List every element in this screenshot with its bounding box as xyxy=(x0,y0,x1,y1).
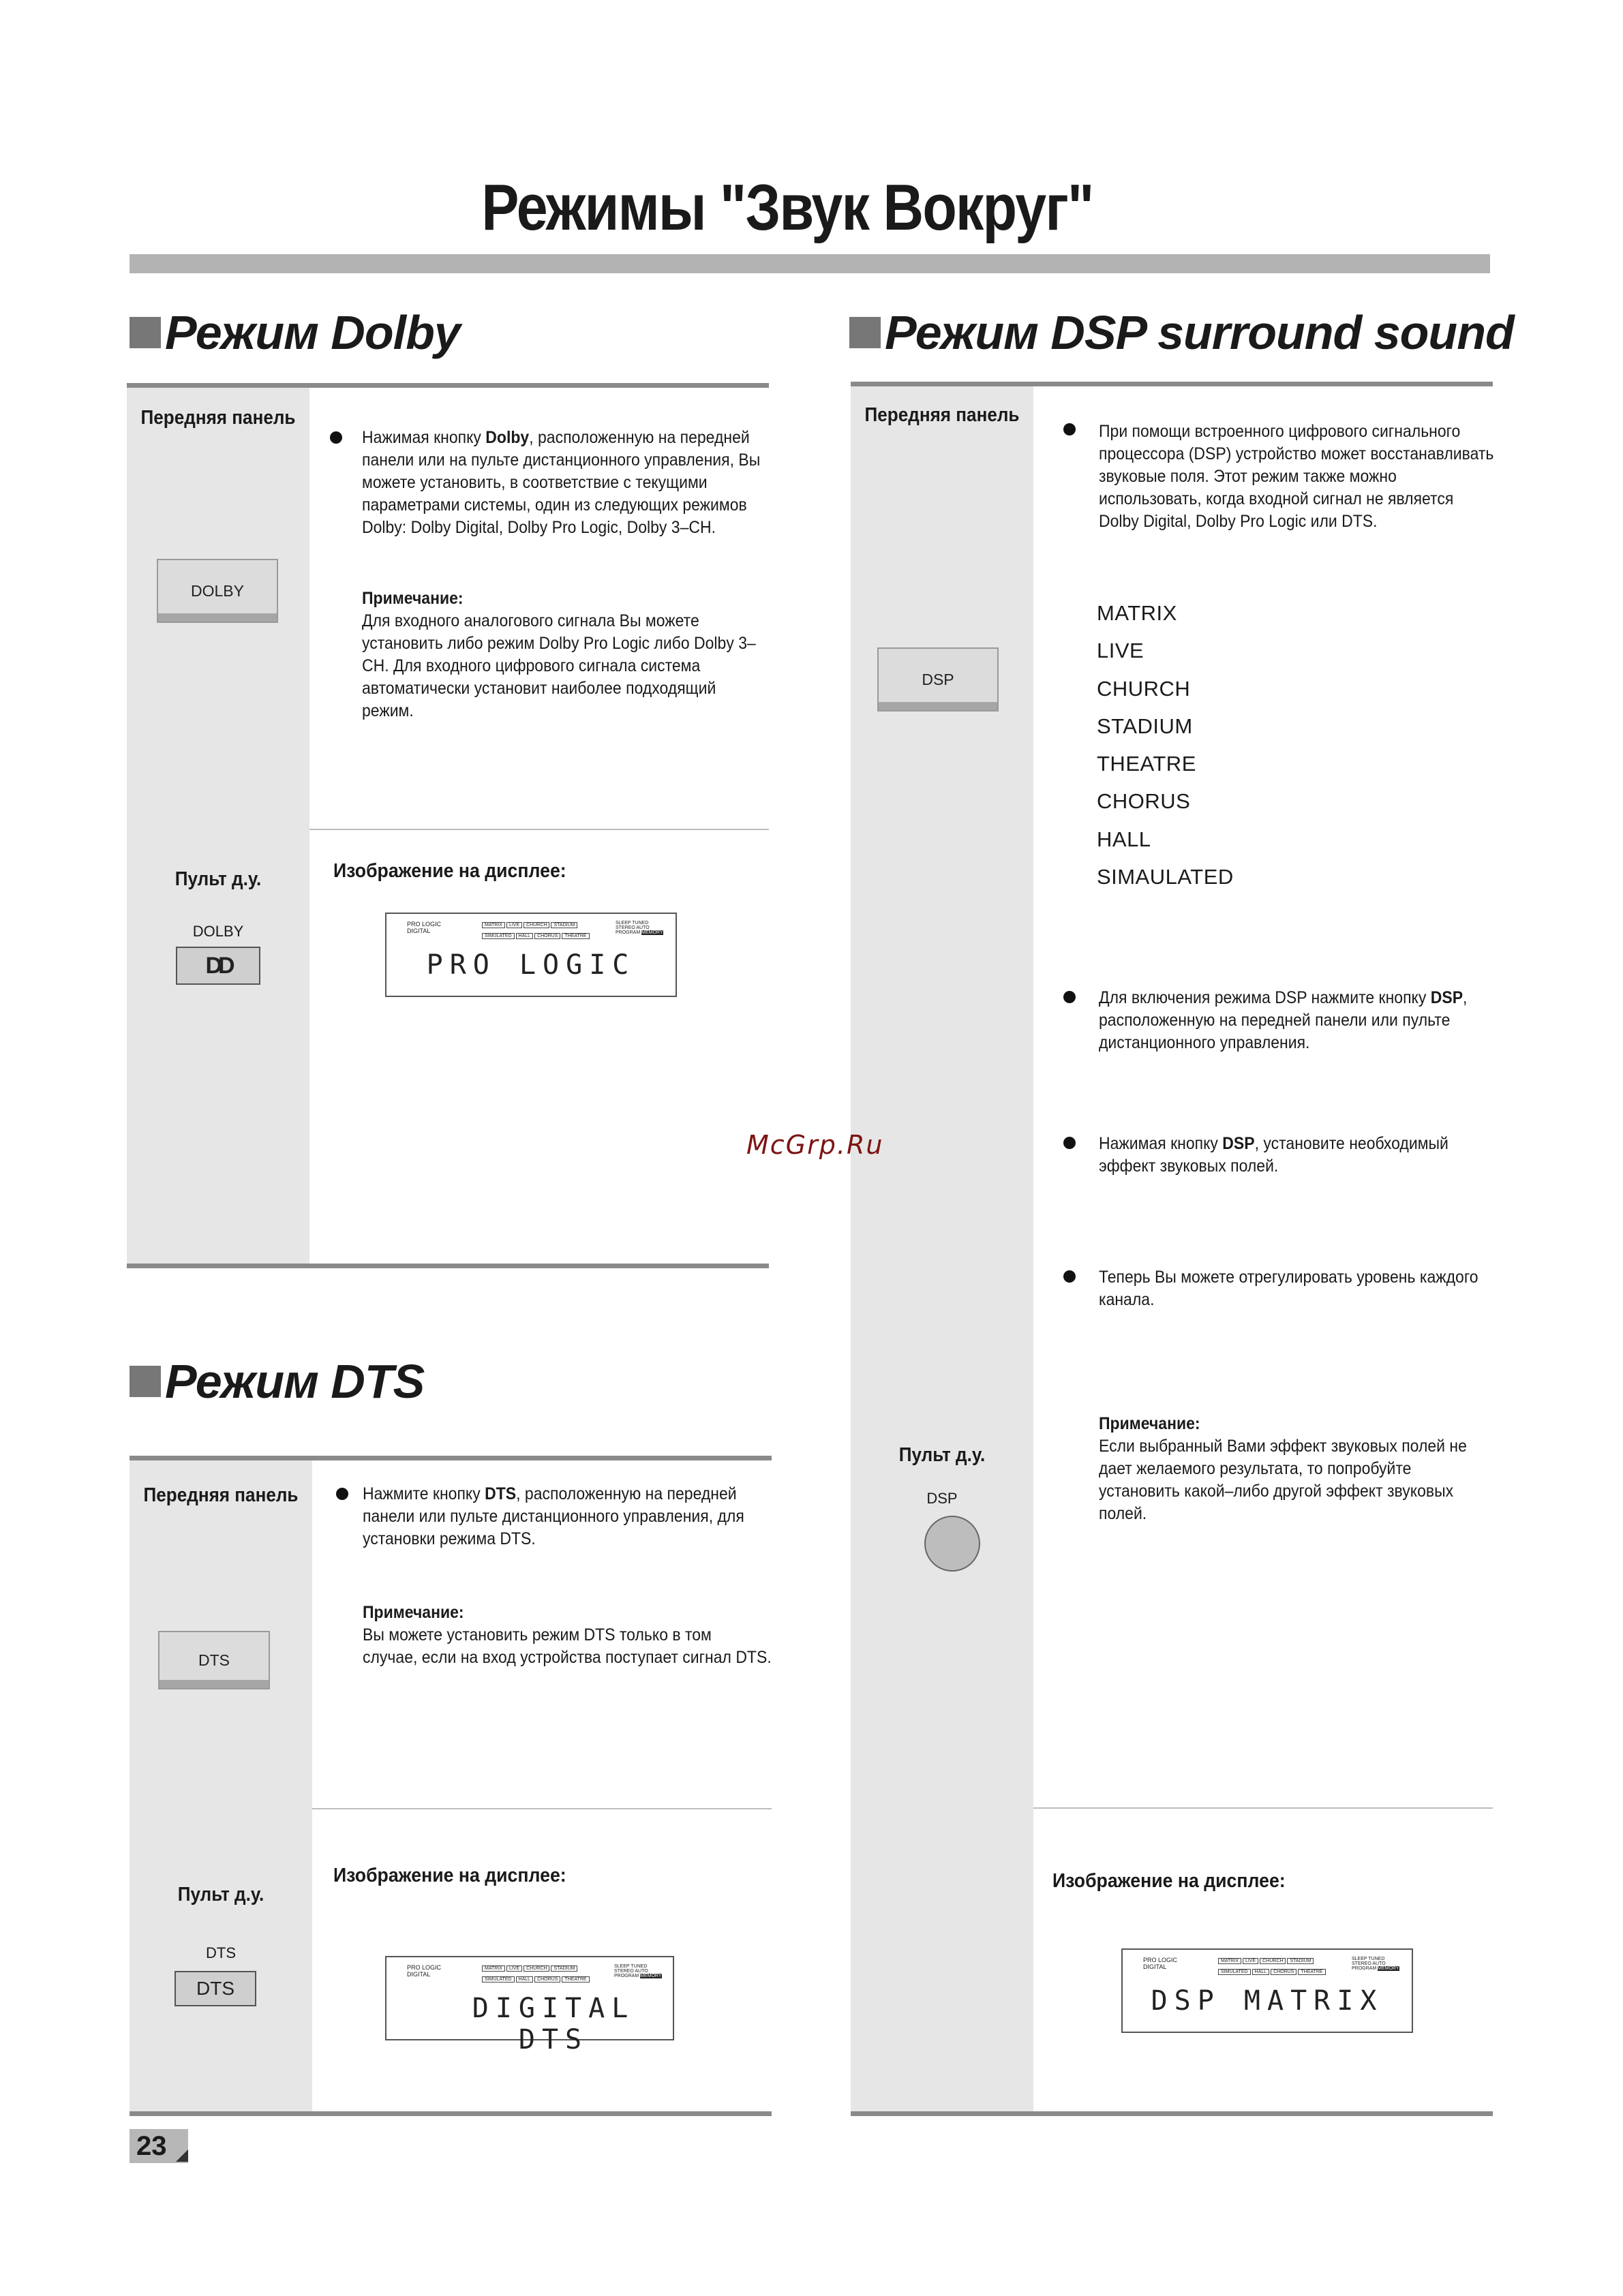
dolby-bottom-rule xyxy=(127,1264,769,1268)
dts-display-label: Изображение на дисплее: xyxy=(333,1865,566,1886)
bullet-icon xyxy=(1063,1270,1076,1283)
bullet-icon xyxy=(1063,991,1076,1003)
dsp-front-panel-label: Передняя панель xyxy=(864,404,1020,426)
dsp-heading-text: Режим DSP surround sound xyxy=(885,306,1514,359)
dts-left-column xyxy=(130,1460,312,2111)
dts-note: Примечание: Вы можете установить режим DTS только в том случае, если на вход устройства поступает сигнал DTS. xyxy=(363,1603,772,1667)
dsp-display-label: Изображение на дисплее: xyxy=(1052,1870,1286,1892)
page-title: Режимы "Звук Вокруг" xyxy=(481,171,1093,244)
list-item: THEATRE xyxy=(1097,752,1196,776)
dsp-step2-text: Нажимая кнопку DSP, установите необходимый эффект звуковых полей. xyxy=(1099,1134,1448,1176)
list-item: LIVE xyxy=(1097,639,1144,663)
list-item: CHORUS xyxy=(1097,789,1191,814)
dsp-bottom-rule xyxy=(851,2111,1493,2116)
dsp-step1-text: Для включения режима DSP нажмите кнопку DSP, расположенную на передней панели или пульте дистанционного управления. xyxy=(1099,988,1468,1052)
dsp-remote-caption: DSP xyxy=(926,1490,958,1507)
dts-remote-label: Пульт д.у. xyxy=(177,1884,264,1905)
list-item: SIMAULATED xyxy=(1097,865,1234,889)
dolby-remote-button[interactable]: DD xyxy=(176,947,260,985)
dsp-front-button[interactable]: DSP xyxy=(877,647,999,711)
dsp-mode-list xyxy=(1097,601,1234,902)
dsp-top-rule xyxy=(851,382,1493,386)
dolby-top-rule xyxy=(127,383,769,388)
dolby-display-label: Изображение на дисплее: xyxy=(333,860,566,882)
bullet-icon xyxy=(336,1488,348,1500)
dts-divider xyxy=(312,1808,772,1809)
list-item: MATRIX xyxy=(1097,601,1177,625)
section-square-icon xyxy=(130,1366,161,1397)
dsp-left-column xyxy=(851,386,1033,2111)
list-item: CHURCH xyxy=(1097,676,1191,701)
bullet-icon xyxy=(330,431,342,444)
dts-heading xyxy=(130,1354,424,1409)
dolby-front-panel-label: Передняя панель xyxy=(140,407,296,429)
dolby-heading-text: Режим Dolby xyxy=(165,306,460,359)
bullet-icon xyxy=(1063,1137,1076,1149)
dsp-divider xyxy=(1033,1807,1493,1809)
section-square-icon xyxy=(849,317,881,348)
dts-remote-button[interactable]: DTS xyxy=(175,1971,256,2006)
title-rule xyxy=(130,254,1490,273)
list-item: HALL xyxy=(1097,827,1151,851)
dolby-lcd-display: PRO LOGIC DIGITAL MATRIX LIVE CHURCH STADIUM SIMULATED HALL CHORUS THEATRE SLEEP TUNED STEREO AUTO PROGRAM MEMORY PRO LOGIC xyxy=(385,913,677,997)
dsp-step3-text: Теперь Вы можете отрегулировать уровень каждого канала. xyxy=(1099,1268,1478,1309)
watermark: McGrp.Ru xyxy=(746,1130,884,1160)
section-square-icon xyxy=(130,317,161,348)
dolby-remote-caption: DOLBY xyxy=(192,923,244,940)
dsp-remote-label: Пульт д.у. xyxy=(898,1444,986,1466)
dolby-front-button[interactable]: DOLBY xyxy=(157,559,278,623)
dolby-note: Примечание: Для входного аналогового сигнала Вы можете установить либо режим Dolby Pro Logic либо Dolby 3– CH. Для входного цифрового сигнала система автоматически установит наиболее подходящий режим. xyxy=(362,589,756,720)
dolby-remote-label: Пульт д.у. xyxy=(175,868,262,890)
dolby-left-column xyxy=(127,388,309,1264)
dsp-lcd-display: PRO LOGIC DIGITAL MATRIX LIVE CHURCH STADIUM SIMULATED HALL CHORUS THEATRE SLEEP TUNED STEREO AUTO PROGRAM MEMORY DSP MATRIX xyxy=(1121,1948,1413,2033)
dts-bullet-text: Нажмите кнопку DTS, расположенную на передней панели или пульте дистанционного управления, для установки режима DTS. xyxy=(363,1484,744,1548)
dolby-bullet-text: Нажимая кнопку Dolby, расположенную на передней панели или на пульте дистанционного управления, Вы можете установить, в соответствие с текущими параметрами системы, один из следующих режимов Dolby: Dolby Digital, Dolby Pro Logic, Dolby 3–CH. xyxy=(362,428,761,537)
dts-heading-text: Режим DTS xyxy=(165,1355,425,1408)
dsp-intro-text: При помощи встроенного цифрового сигнального процессора (DSP) устройство может восстанавливать звуковые поля. Этот режим также можно использовать, когда входной сигнал не является Dolby Digital, Dolby Pro Logic или DTS. xyxy=(1099,422,1494,531)
dts-top-rule xyxy=(130,1456,772,1460)
dsp-remote-button[interactable] xyxy=(924,1516,980,1572)
page-number: 23 xyxy=(130,2129,188,2163)
list-item: STADIUM xyxy=(1097,714,1193,738)
dolby-heading xyxy=(130,305,460,360)
bullet-icon xyxy=(1063,423,1076,435)
dts-remote-caption: DTS xyxy=(206,1944,236,1961)
dolby-divider xyxy=(309,829,769,830)
corner-triangle-icon xyxy=(176,2149,188,2162)
dts-front-panel-label: Передняя панель xyxy=(143,1484,299,1506)
dsp-note: Примечание: Если выбранный Вами эффект звуковых полей не дает желаемого результата, то попробуйте установить какой–либо другой эффект звуковых полей. xyxy=(1099,1414,1467,1523)
dts-bottom-rule xyxy=(130,2111,772,2116)
dts-front-button[interactable]: DTS xyxy=(158,1631,270,1689)
dsp-heading xyxy=(849,305,1514,360)
dts-lcd-display: PRO LOGIC DIGITAL MATRIX LIVE CHURCH STADIUM SIMULATED HALL CHORUS THEATRE SLEEP TUNED STEREO AUTO PROGRAM MEMORY DIGITAL DTS xyxy=(385,1956,674,2040)
